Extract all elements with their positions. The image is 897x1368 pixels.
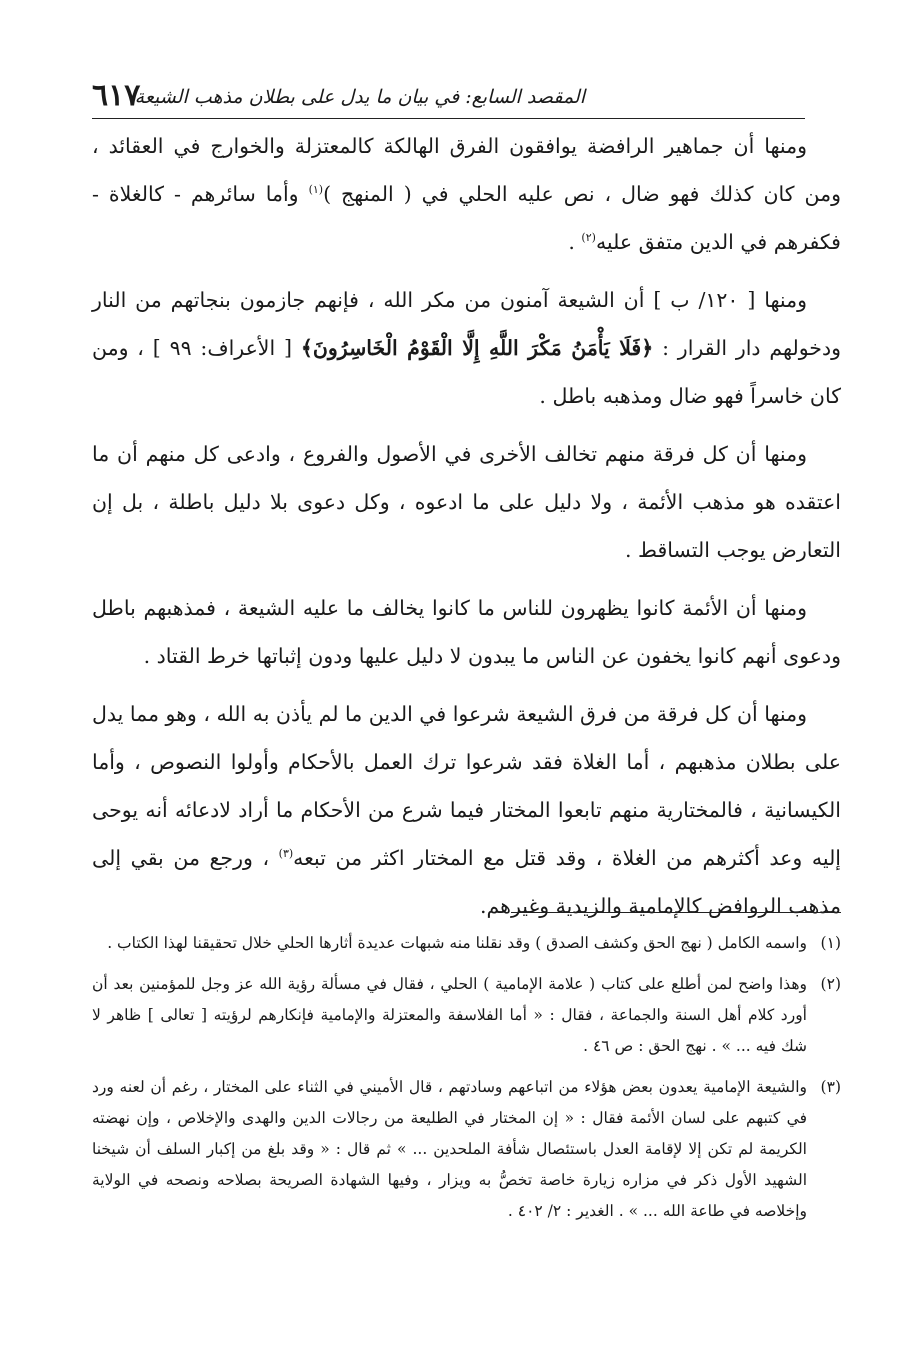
footnote-1 [92,928,841,959]
paragraph-5-end: ، ورجع من بقي إلى مذهب الروافض كالإمامية والزيدية وغيرهم. [92,846,841,918]
footnote-number: (١) [820,934,841,952]
footnote-2 [92,969,841,1062]
paragraph-5 [92,690,841,930]
footnote-ref-3: (٣) [278,847,294,861]
footnote-number: (٢) [820,975,841,993]
paragraph-1-end: . [568,230,582,254]
footnote-text: والشيعة الإمامية يعدون بعض هؤلاء من اتباعهم وسادتهم ، قال الأميني في الثناء على المختار ، رغم أن لعنه ورد في كتبهم على لسان الأئمة فقال : « إن المختار في الطليعة من رجالات الدين والهدى والإخلاص ، وإن نهضته الكريمة لم تكن إلا لإقامة العدل باستئصال شأفة الملحدين ... » ثم قال : « وقد بلغ من إكبار السلف أن شيخنا الشهيد الأول ذكر في مزاره زيارة خاصة تخصُّ به ويزار ، وفيها الشهادة الصريحة بصلاحه ونصحه في الولاية وإخلاصه في طاعة الله ... » . الغدير : ٢/ ٤٠٢ . [92,1078,807,1220]
paragraph-1 [92,122,841,266]
paragraph-5-text: ومنها أن كل فرقة من فرق الشيعة شرعوا في الدين ما لم يأذن به الله ، وهو مما يدل على بطلان مذهبهم ، أما الغلاة فقد شرعوا ترك العمل بالأحكام وأولوا النصوص ، وأما الكيسانية ، فالمختارية منهم تابعوا المختار فيما شرع من الأحكام ما أراد لادعائه أنه يوحى إليه وعد أكثرهم من الغلاة ، وقد قتل مع المختار اكثر من تبعه [92,702,842,870]
footnote-number: (٣) [820,1078,841,1096]
paragraph-4: ومنها أن الأئمة كانوا يظهرون للناس ما كانوا يخالف ما عليه الشيعة ، فمذهبهم باطل ودعوى أنهم كانوا يخفون عن الناس ما يبدون لا دليل عليها ودون إثباتها خرط القتاد . [92,596,841,668]
footnote-ref-2: (٢) [581,231,596,245]
paragraph-2 [92,276,841,420]
footnote-ref-1: (١) [308,183,324,197]
page-number: ٦١٧ [92,78,141,113]
footnote-text: واسمه الكامل ( نهج الحق وكشف الصدق ) وقد نقلنا منه شبهات عديدة أثارها الحلي خلال تحقيقنا لهذا الكتاب . [107,934,807,952]
footnote-separator [511,912,841,913]
footnote-text: وهذا واضح لمن أطلع على كتاب ( علامة الإمامية ) الحلي ، فقال في مسألة رؤية الله عز وجل للمؤمنين بعد أن أورد كلام أهل السنة والجماعة ، فقال : « أما الفلاسفة والمعتزلة والإمامية فإنكارهم لرؤيته [ تعالى ] ظاهر لا شك فيه ... » . نهج الحق : ص ٤٦ . [92,975,807,1055]
footnotes [92,928,841,1237]
paragraph-1-text: ومنها أن جماهير الرافضة يوافقون الفرق الهالكة كالمعتزلة والخوارج في العقائد ، ومن كان كذلك فهو ضال ، نص عليه الحلي في ( المنهج ) [92,134,841,206]
paragraph-3: ومنها أن كل فرقة منهم تخالف الأخرى في الأصول والفروع ، وادعى كل منهم أن ما اعتقده هو مذهب الأئمة ، ولا دليل على ما ادعوه ، وكل دعوى بلا دليل باطلة ، بل إن التعارض يوجب التساقط . [92,442,841,562]
paragraph-1-text-cont: وأما سائرهم - كالغلاة - فكفرهم في الدين متفق عليه [92,182,841,254]
paragraph-2-text: ومنها [ ١٢٠/ ب ] أن الشيعة آمنون من مكر الله ، فإنهم جازمون بنجاتهم من النار ودخولهم دار القرار : [92,288,842,360]
quran-verse: ﴿فَلَا يَأْمَنُ مَكْرَ اللَّهِ إِلَّا الْقَوْمُ الْخَاسِرُونَ﴾ [300,336,654,360]
main-text [92,122,841,940]
footnote-3 [92,1072,841,1227]
paragraph-2-end: [ الأعراف: ٩٩ ] ، ومن كان خاسراً فهو ضال ومذهبه باطل . [92,336,841,408]
running-title: المقصد السابع: في بيان ما يدل على بطلان مذهب الشيعة [134,86,585,108]
page-header [92,76,805,119]
